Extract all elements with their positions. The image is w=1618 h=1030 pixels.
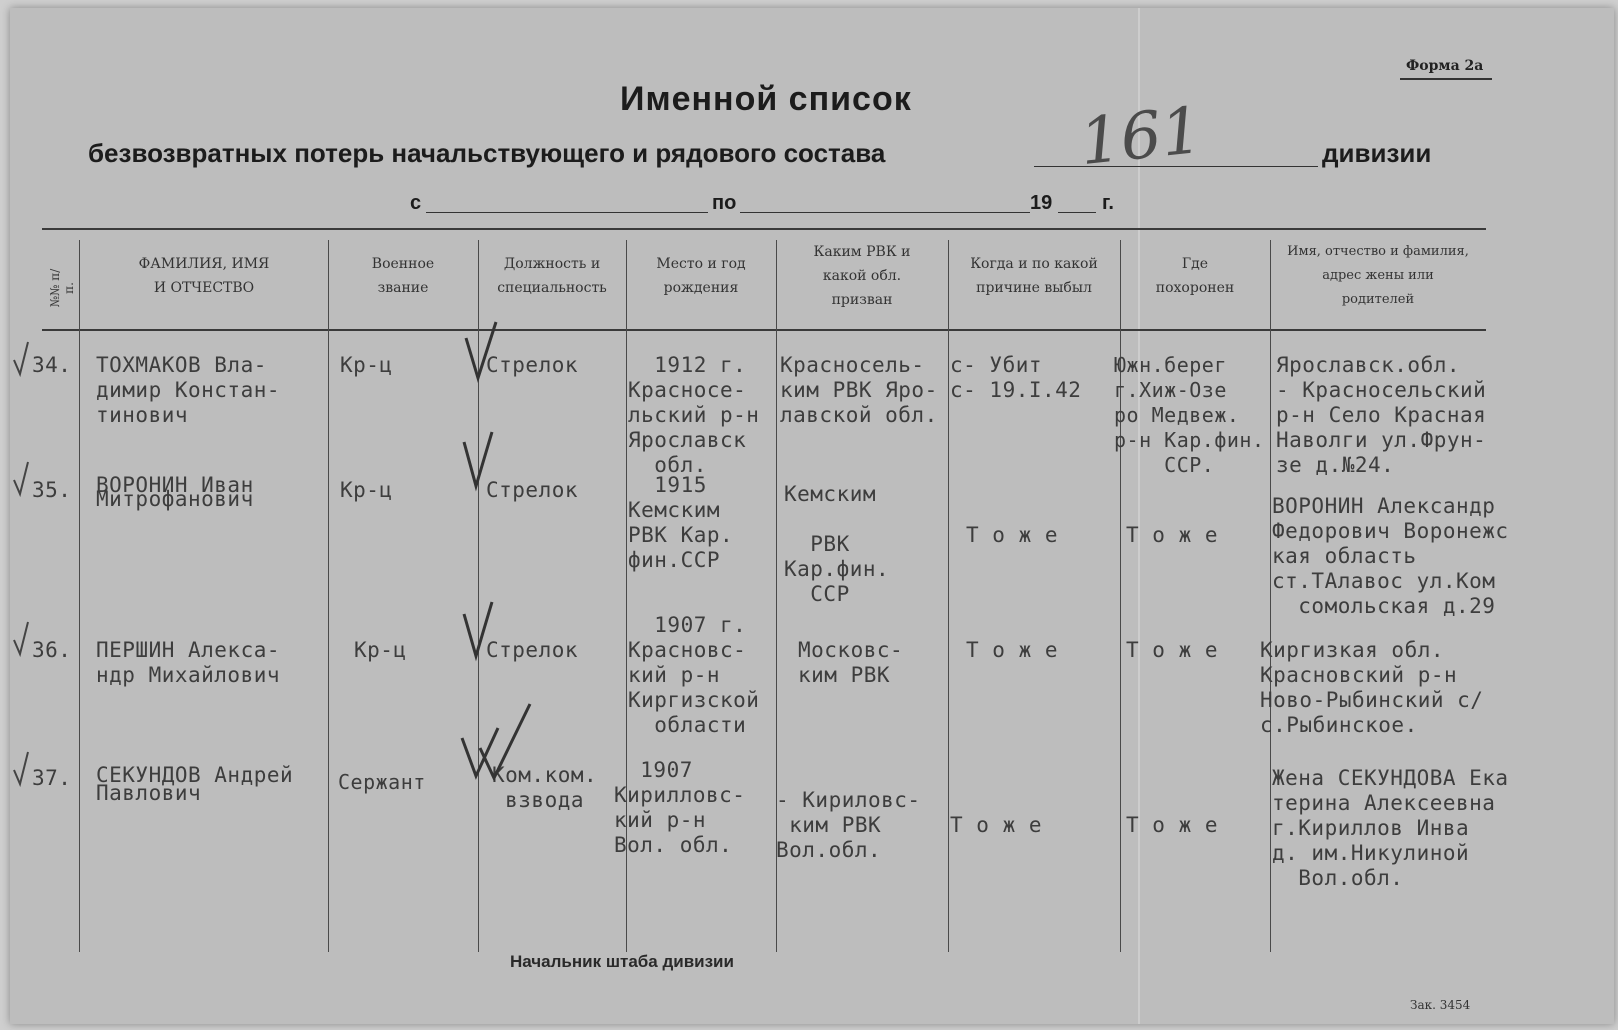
- form-label: Форма 2а: [1406, 58, 1484, 74]
- row-when: Т о ж е: [966, 638, 1059, 662]
- column-header-name: ФАМИЛИЯ, ИМЯ И ОТЧЕСТВО: [138, 256, 270, 296]
- row-number: 36.: [32, 638, 72, 662]
- table-top-rule: [42, 228, 1486, 230]
- column-divider: [328, 240, 329, 952]
- row-rvk: - Кириловс- ким РВК Вол.обл.: [776, 788, 921, 862]
- column-divider: [1120, 240, 1121, 952]
- row-name: СЕКУНДОВ Андрей Павлович: [96, 763, 294, 805]
- period-from-line: [426, 212, 708, 213]
- row-rank: Кр-ц: [354, 638, 407, 662]
- row-when: Т о ж е: [966, 523, 1059, 547]
- row-position: Стрелок: [486, 353, 579, 377]
- column-divider: [948, 240, 949, 952]
- form-label-underline: [1400, 78, 1492, 80]
- column-header-buried: Где похоронен: [1155, 256, 1235, 296]
- column-header-position: Должность и специальность: [497, 256, 607, 296]
- period-year-suffix: г.: [1102, 192, 1114, 214]
- row-buried: Т о ж е: [1126, 813, 1219, 837]
- column-divider: [1270, 240, 1271, 952]
- column-header-rank: Военное звание: [371, 256, 435, 296]
- row-buried: Южн.берег г.Хиж-Озе ро Медвеж. р-н Кар.фин. ССР.: [1114, 353, 1265, 477]
- row-name: ВОРОНИН Иван Митрофанович: [96, 473, 254, 511]
- row-relatives: ВОРОНИН Александр Федорович Воронежс кая область ст.ТАлавос ул.Ком сомольская д.29: [1272, 494, 1509, 618]
- row-name: ТОХМАКОВ Вла- димир Констан- тинович: [96, 353, 281, 427]
- row-rvk: Московс- ким РВК: [798, 638, 904, 687]
- row-number: 34.: [32, 353, 72, 377]
- row-relatives: Киргизкая обл. Красновский р-н Ново-Рыбинский с/ с.Рыбинское.: [1260, 638, 1484, 737]
- row-rank: Кр-ц: [340, 478, 393, 502]
- check-mark-icon: [458, 318, 548, 798]
- division-word: дивизии: [1322, 138, 1432, 168]
- division-number: 161: [1076, 93, 1206, 181]
- check-mark-icon: [10, 338, 40, 838]
- column-header-number: №№ п/п.: [48, 268, 76, 308]
- row-when: Т о ж е: [950, 813, 1043, 837]
- footer-signature-label: Начальник штаба дивизии: [510, 952, 734, 971]
- period-to-label: по: [712, 192, 737, 214]
- row-number: 37.: [32, 766, 72, 790]
- row-when: с- Убит с- 19.I.42: [950, 353, 1082, 402]
- period-year-line: [1058, 212, 1096, 213]
- document-title: Именной список: [620, 80, 912, 118]
- column-header-birth: Место и год рождения: [656, 256, 746, 296]
- row-position: Стрелок: [486, 638, 579, 662]
- row-birth: 1907 г. Красновс- кий р-н Киргизской области: [628, 613, 760, 737]
- row-position: Ком.ком. взвода: [492, 763, 598, 812]
- row-number: 35.: [32, 478, 72, 502]
- column-header-when: Когда и по какой причине выбыл: [970, 256, 1098, 296]
- row-relatives: Ярославск.обл. - Красносельский р-н Село Красная Наволги ул.Фрун- зе д.№24.: [1276, 353, 1487, 477]
- row-rank: Сержант: [338, 770, 426, 794]
- document-subtitle: безвозвратных потерь начальствующего и рядового состава: [88, 138, 886, 168]
- row-buried: Т о ж е: [1126, 638, 1219, 662]
- row-birth: 1912 г. Красносе- льский р-н Ярославск обл.: [628, 353, 760, 477]
- footer-print-code: Зак. 3454: [1410, 998, 1471, 1012]
- row-birth: 1907 Кирилловс- кий р-н Вол. обл.: [614, 758, 746, 857]
- row-relatives: Жена СЕКУНДОВА Ека терина Алексеевна г.Кириллов Инва д. им.Никулиной Вол.обл.: [1272, 766, 1509, 890]
- row-buried: Т о ж е: [1126, 523, 1219, 547]
- column-header-rvk: Каким РВК и какой обл. призван: [813, 244, 911, 308]
- period-from-label: с: [410, 192, 422, 214]
- row-name: ПЕРШИН Алекса- ндр Михайлович: [96, 638, 281, 687]
- row-rvk: Кемским РВК Кар.фин. ССР: [784, 482, 890, 606]
- column-divider: [79, 240, 80, 952]
- document-sheet: [10, 8, 1614, 1024]
- row-birth: 1915 Кемским РВК Кар. фин.ССР: [628, 473, 734, 572]
- column-header-relatives: Имя, отчество и фамилия, адрес жены или родителей: [1287, 244, 1469, 307]
- row-rvk: Красносель- ким РВК Яро- лавской обл.: [780, 353, 938, 427]
- row-position: Стрелок: [486, 478, 579, 502]
- period-to-line: [740, 212, 1030, 213]
- period-year-prefix: 19: [1030, 192, 1053, 214]
- row-rank: Кр-ц: [340, 353, 393, 377]
